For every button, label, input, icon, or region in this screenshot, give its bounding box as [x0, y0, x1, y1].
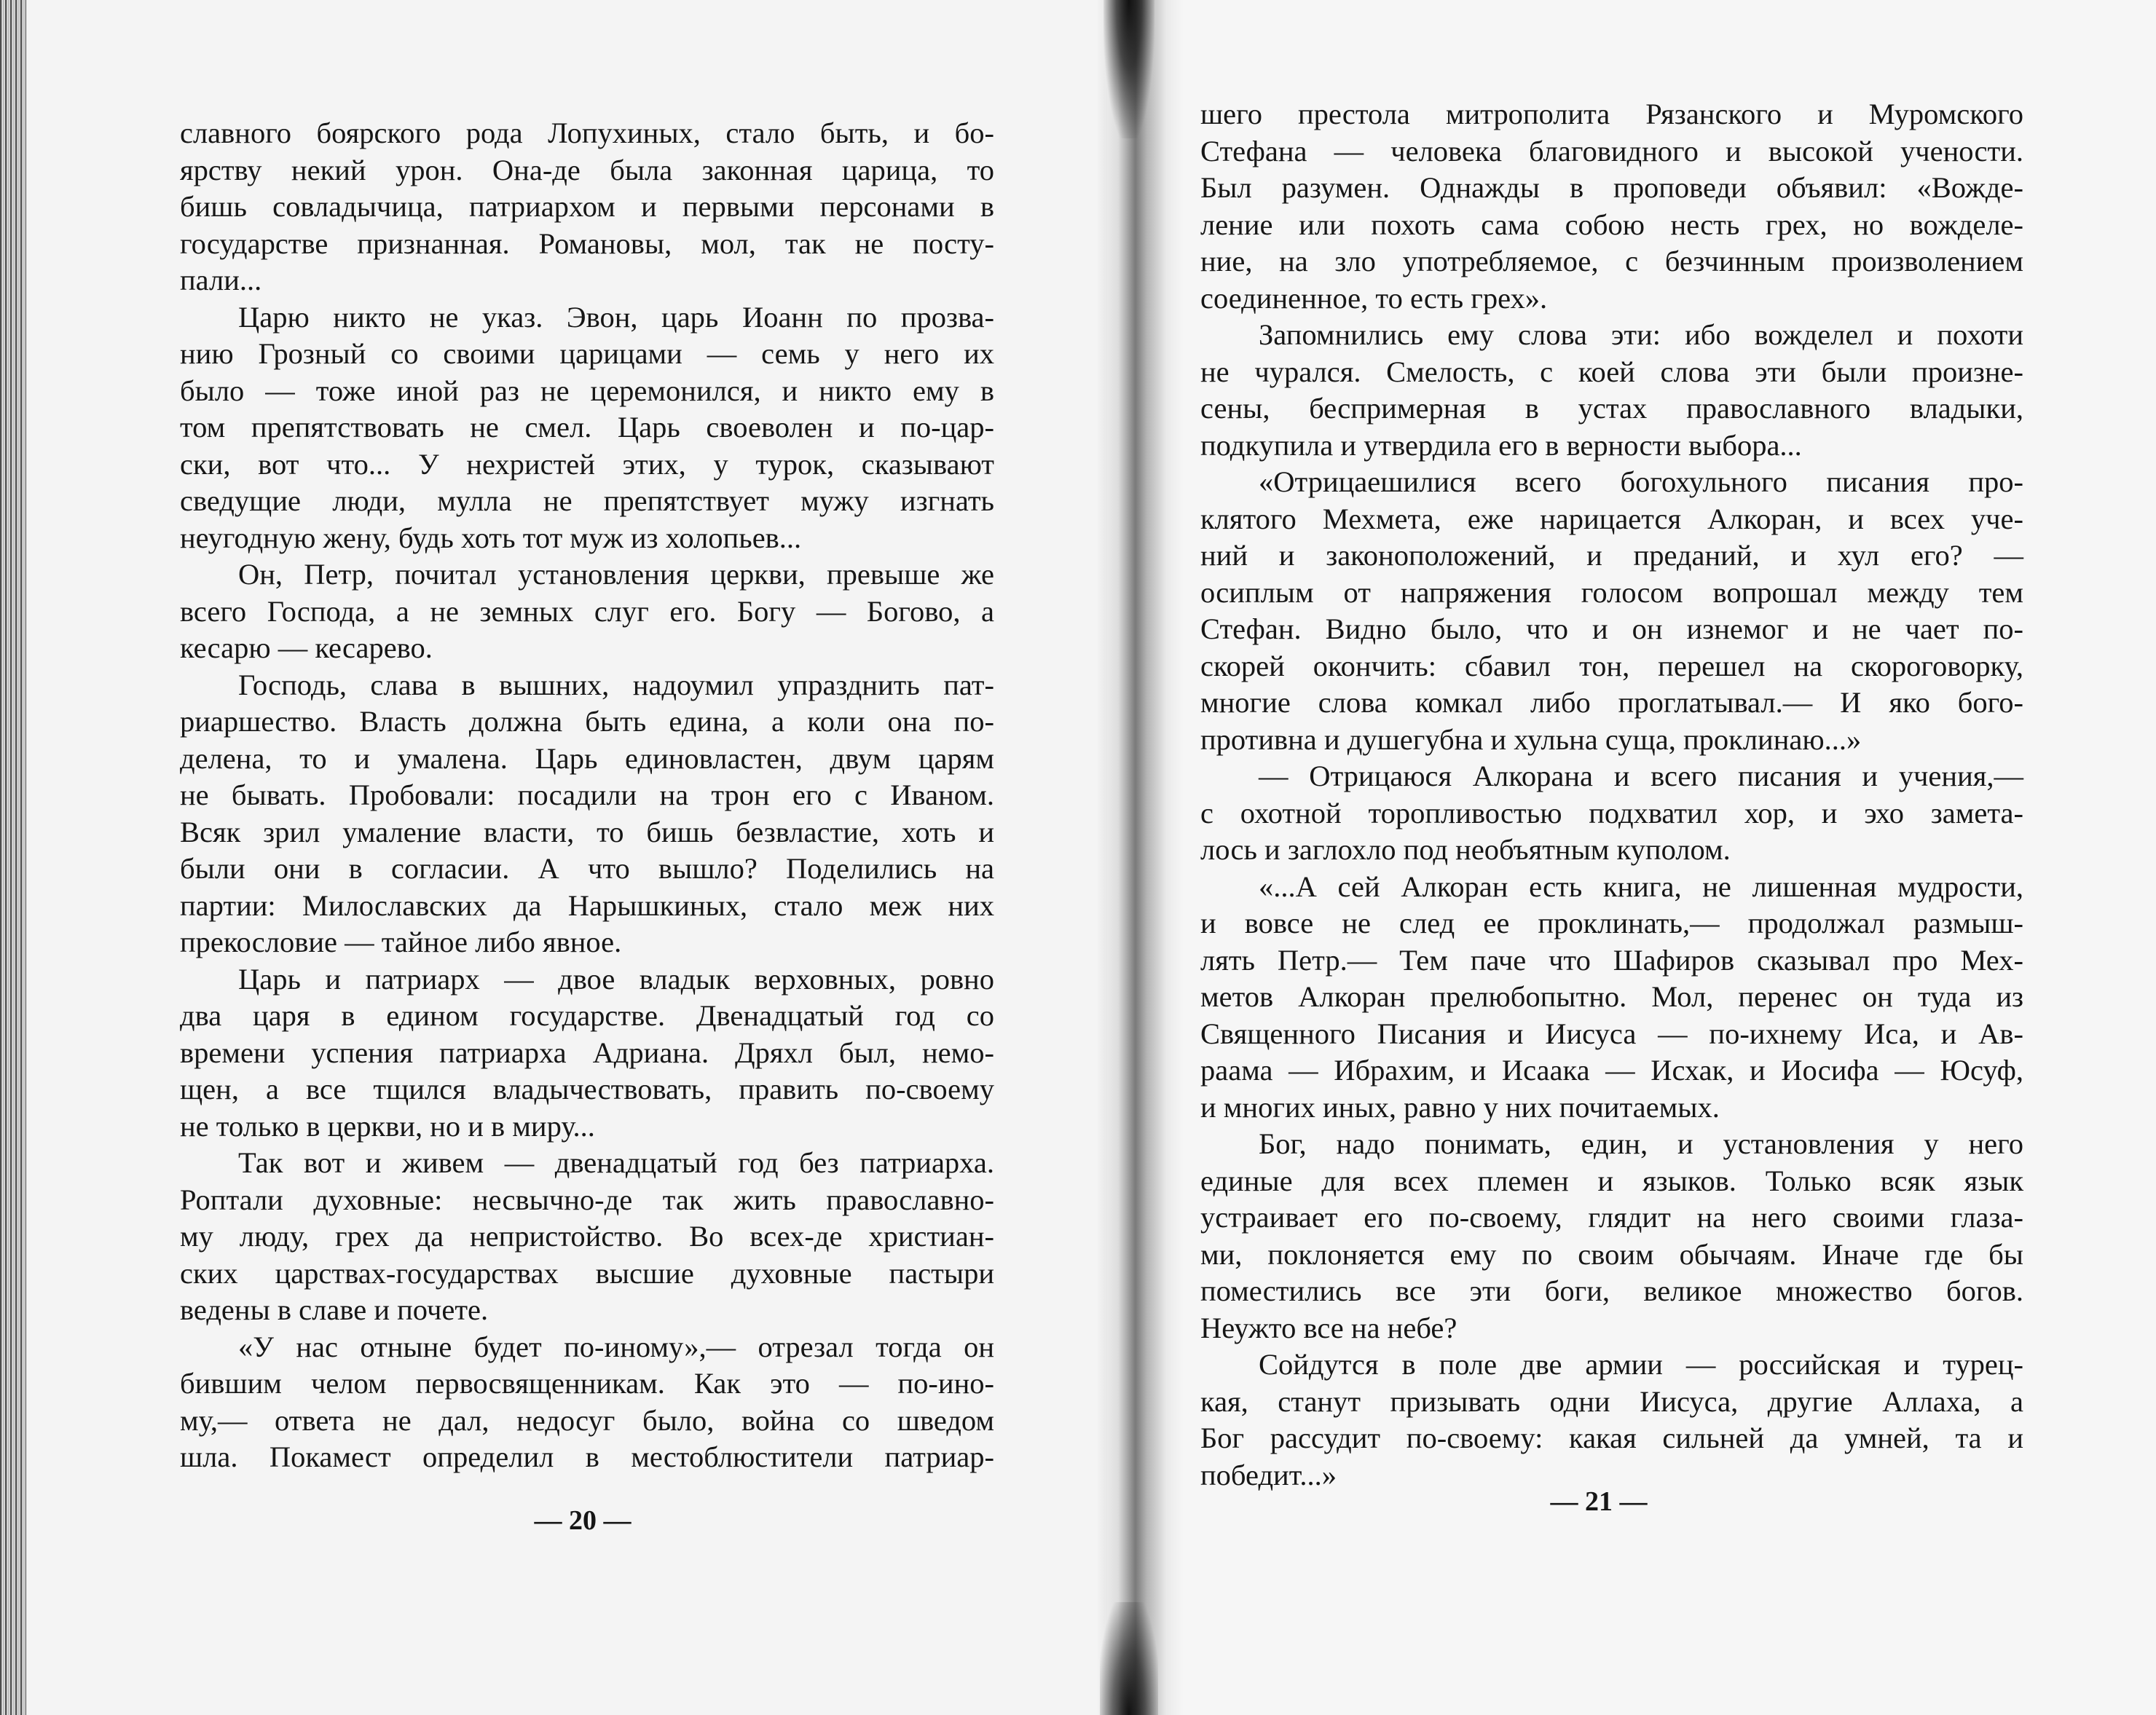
text-line: победит...» — [1200, 1458, 1337, 1491]
text-line: нию Грозный со своими царицами — семь у него их — [180, 337, 994, 370]
text-line: ведены в славе и почете. — [180, 1293, 489, 1326]
text-line: Неужто все на небе? — [1200, 1311, 1457, 1344]
text-line: Всяк зрил умаление власти, то бишь безвластие, хоть и — [180, 815, 994, 848]
text-line: раама — Ибрахим, и Исаака — Исхак, и Иосифа — Юсуф, — [1200, 1054, 2023, 1087]
text-line: щен, а все тщился владычествовать, править по-своему — [180, 1073, 994, 1105]
right-page-number: — 21 — — [1550, 1486, 1648, 1517]
text-line: времени успения патриарха Адриана. Дряхл был, немо- — [180, 1036, 994, 1069]
text-line: Царь и патриарх — двое владык верховных, ровно — [238, 962, 994, 996]
text-line: поместились все эти боги, великое множество богов. — [1200, 1274, 2023, 1307]
page-edge-shading — [0, 0, 26, 1715]
text-line: и вовсе не след ее проклинать,— продолжал размыш- — [1200, 907, 2023, 939]
right-page-text — [1200, 96, 2023, 1494]
text-line: осиплым от напряжения голосом вопрошал между тем — [1200, 575, 2023, 609]
text-line: соединенное, то есть грех». — [1200, 281, 1548, 315]
text-line: Запомнились ему слова эти: ибо вожделел и похоти — [1259, 318, 2023, 351]
text-line: подкупила и утвердила его в верности выбора... — [1200, 428, 1802, 462]
text-line: «Отрицаешилися всего богохульного писания про- — [1259, 465, 2023, 498]
text-line: ски, вот что... У нехристей этих, у турок, сказывают — [180, 447, 994, 481]
text-line: кесарю — кесарево. — [180, 631, 433, 664]
text-line: Бог, надо понимать, един, и установления у него — [1259, 1127, 2023, 1160]
text-line: ние, на зло употребляемое, с безчинным произволением — [1200, 245, 2023, 277]
text-line: не бывать. Пробовали: посадили на трон его с Иваном. — [180, 778, 994, 811]
text-line: пали... — [180, 264, 262, 296]
text-line: шла. Покамест определил в местоблюстители патриар- — [180, 1440, 994, 1473]
text-line: славного боярского рода Лопухиных, стало быть, и бо- — [180, 117, 994, 149]
text-line: неугодную жену, будь хоть тот муж из холопьев... — [180, 521, 802, 554]
text-line: сены, беспримерная в устах православного владыки, — [1200, 392, 2023, 425]
text-line: ми, поклоняется ему по своим обычаям. Иначе где бы — [1200, 1237, 2023, 1271]
text-line: лять Петр.— Тем паче что Шафиров сказывал про Мех- — [1200, 943, 2023, 977]
text-line: было — тоже иной раз не церемонился, и никто ему в — [180, 374, 994, 407]
text-line: с охотной торопливостью подхватил хор, и эхо замета- — [1200, 796, 2023, 829]
text-line: бишь совладычица, патриархом и первыми персонами в — [180, 190, 994, 223]
text-line: Роптали духовные: несвычно-де так жить православно- — [180, 1183, 994, 1216]
text-line: бившим челом первосвященникам. Как это — по-ино- — [180, 1367, 994, 1400]
gutter-top-shadow — [1103, 0, 1154, 138]
left-page-number: — 20 — — [534, 1505, 632, 1536]
text-line: противна и душегубна и хульна суща, проклинаю...» — [1200, 722, 1862, 756]
text-line: и многих иных, равно у них почитаемых. — [1200, 1090, 1720, 1124]
book-gutter-shadow — [1096, 0, 1184, 1715]
text-line: Стефан. Видно было, что и он изнемог и не чает по- — [1200, 612, 2023, 645]
text-line: не чурался. Смелость, с коей слова эти были произне- — [1200, 355, 2023, 388]
text-line: том препятствовать не смел. Царь своеволен и по-цар- — [180, 411, 994, 443]
text-line: Стефана — человека благовидного и высокой учености. — [1200, 134, 2023, 167]
text-line: лось и заглохло под необъятным куполом. — [1200, 833, 1731, 866]
text-line: государстве признанная. Романовы, мол, так не посту- — [180, 226, 994, 260]
text-line: Царю никто не указ. Эвон, царь Иоанн по прозва- — [238, 300, 994, 334]
text-line: клятого Мехмета, еже нарицается Алкоран, и всех уче- — [1200, 502, 2023, 535]
text-line: кая, станут призывать одни Иисуса, другие Аллаха, а — [1200, 1384, 2023, 1418]
text-line: Был разумен. Однажды в проповеди объявил: «Вожде- — [1200, 171, 2023, 204]
text-line: всего Господа, а не земных слуг его. Богу — Богово, а — [180, 594, 994, 628]
left-page-text — [180, 115, 994, 1476]
text-line: прекословие — тайное либо явное. — [180, 926, 622, 958]
text-line: метов Алкоран прелюбопытно. Мол, перенес он туда из — [1200, 980, 2023, 1013]
text-line: ских царствах-государствах высшие духовные пастыри — [180, 1256, 994, 1290]
text-line: му,— ответа не дал, недосуг было, война со шведом — [180, 1403, 994, 1437]
text-line: риаршество. Власть должна быть едина, а коли она по- — [180, 705, 994, 738]
text-line: Священного Писания и Иисуса — по-ихнему Иса, и Ав- — [1200, 1017, 2023, 1050]
text-line: Он, Петр, почитал установления церкви, превыше же — [238, 558, 994, 591]
text-line: шего престола митрополита Рязанского и Муромского — [1200, 98, 2023, 130]
text-line: Бог рассудит по-своему: какая сильней да умней, та и — [1200, 1422, 2023, 1454]
text-line: «...А сей Алкоран есть книга, не лишенная мудрости, — [1259, 870, 2023, 903]
text-line: Сойдутся в поле две армии — российская и турец- — [1259, 1348, 2023, 1381]
text-line: делена, то и умалена. Царь единовластен, двум царям — [180, 741, 994, 775]
text-line: Так вот и живем — двенадцатый год без патриарха. — [238, 1146, 994, 1179]
text-line: сведущие люди, мулла не препятствует мужу изгнать — [180, 484, 994, 517]
text-line: многие слова комкал либо проглатывал.— И яко бого- — [1200, 686, 2023, 719]
text-line: скорей окончить: сбавил тон, перешел на скороговорку, — [1200, 649, 2023, 682]
text-line: му люду, грех да непристойство. Во всех-де христиан- — [180, 1220, 994, 1253]
text-line: Господь, слава в вышних, надоумил упразднить пат- — [238, 668, 994, 701]
text-line: ление или похоть сама собою несть грех, но вожделе- — [1200, 208, 2023, 241]
text-line: не только в церкви, но и в миру... — [180, 1109, 595, 1143]
text-line: были они в согласии. А что вышло? Поделились на — [180, 852, 994, 885]
text-line: единые для всех племен и языков. Только всяк язык — [1200, 1164, 2023, 1197]
gutter-bottom-shadow — [1100, 1602, 1158, 1715]
text-line: два царя в едином государстве. Двенадцатый год со — [180, 999, 994, 1032]
text-line: ний и законоположений, и преданий, и хул его? — — [1200, 539, 2023, 572]
text-line: ярству некий урон. Она-де была законная царица, то — [180, 153, 994, 186]
text-line: — Отрицаюся Алкорана и всего писания и учения,— — [1259, 760, 2023, 792]
text-line: «У нас отныне будет по-иному»,— отрезал тогда он — [238, 1330, 994, 1363]
text-line: партии: Милославских да Нарышкиных, стало меж них — [180, 888, 994, 922]
text-line: устраивает его по-своему, глядит на него своими глаза- — [1200, 1201, 2023, 1234]
